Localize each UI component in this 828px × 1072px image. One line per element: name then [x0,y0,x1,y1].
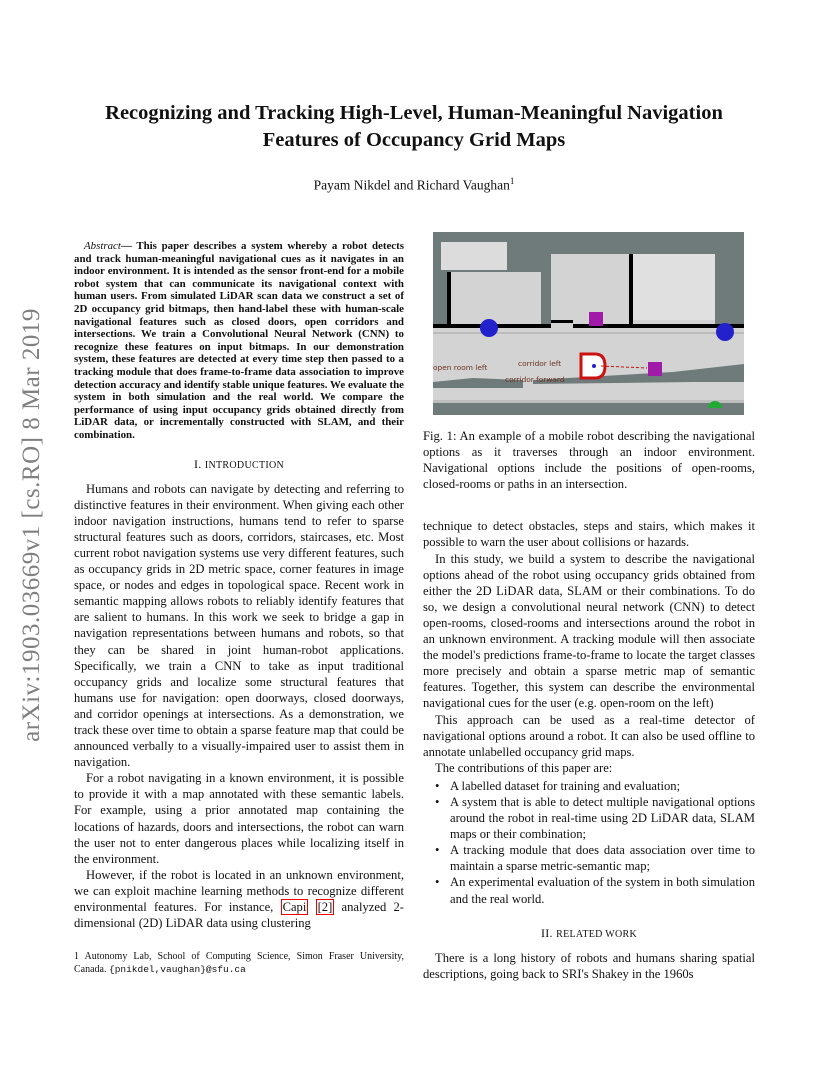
figure-label-corridor-forward: corridor forward [505,375,565,384]
closed-room-marker [648,362,662,376]
section-title: INTRODUCTION [204,459,285,471]
contribution-item: • A tracking module that does data association over time to maintain a sparse metric-semantic map; [423,842,755,874]
intro-paragraph-3 [74,867,404,931]
right-paragraph-2: In this study, we build a system to describe the navigational options ahead of the robot using occupancy grids obtained from either the 2D LiDAR data, SLAM or their combinations. To do so, we design a convolutional neural network (CNN) to detect open-rooms, closed-rooms and intersections around the robot in an unknown environment. A tracking module will then associate the model's predictions frame-to-frame to locate the target classes more precisely and obtain a sparse metric map of semantic features. Together, this system can describe the environmental navigational cues for the user (e.g. open-room on the left) [423,551,755,711]
section-heading-introduction [74,456,404,474]
intro-paragraph-2: For a robot navigating in a known environment, it is possible to provide it with a map annotated with these semantic labels. For example, using a prior annotated map containing the locations of hazards, doors and intersections, the robot can warn the user not to enter dangerous places while localizing itself in the environment. [74,771,404,866]
figure-caption: Fig. 1: An example of a mobile robot describing the navigational options as it traverses through an indoor environment. Navigational options include the positions of open-rooms, closed-rooms or paths in an intersection. [423,429,755,492]
footnote-email: {pnikdel,vaughan}@sfu.ca [109,963,246,975]
arxiv-id-text: arXiv:1903.03669v1 [cs.RO] 8 Mar 2019 [18,308,46,742]
right-column [423,232,755,982]
section-title: RELATED WORK [556,928,638,940]
author-affiliation-mark: 1 [509,176,515,186]
contributions-list [423,778,755,907]
author-names: Payam Nikdel and Richard Vaughan [313,177,510,193]
open-room-marker [716,323,734,341]
paper-title: Recognizing and Tracking High-Level, Human-Meaningful Navigation Features of Occupancy Grid Maps [105,102,723,151]
arxiv-identifier [6,290,58,760]
contribution-item: • An experimental evaluation of the system in both simulation and the real world. [423,874,755,906]
right-paragraph-3: This approach can be used as a real-time detector of navigational options around a robot. It can also be used offline to annotate unlabelled occupancy grid maps. [423,712,755,759]
citation-link-capi[interactable]: Capi [282,900,307,915]
occupancy-grid-image [433,232,744,415]
open-room-marker [480,319,498,337]
citation-link-2[interactable]: [2] [317,900,333,915]
paper-authors [70,176,758,194]
section-heading-related-work [423,925,755,943]
related-paragraph-1: There is a long history of robots and humans sharing spatial descriptions, going back to SRI's Shakey in the 1960s [423,950,755,981]
footnote-affiliation [74,951,404,976]
abstract [74,240,404,442]
section-number: II. [540,925,557,940]
left-column [74,240,404,976]
figure-label-open-room-left: open room left [433,363,488,372]
contribution-item: • A labelled dataset for training and evaluation; [423,778,755,794]
intro-p3-text-a: However, if the robot is located in an unknown environment, we can exploit machine learning methods to recognize different environmental features. For instance, [74,867,404,915]
right-paragraph-4: The contributions of this paper are: [435,760,613,775]
contribution-item: • A system that is able to detect multiple navigational options around the robot in real-time using 2D LiDAR data, SLAM maps or their combination; [423,794,755,842]
intro-paragraph-1: Humans and robots can navigate by detecting and referring to distinctive features in their environment. When giving each other indoor navigation instructions, humans tend to refer to sparse structural features such as doors, corridors, staircases, etc. Most current robot navigation systems use very different features, such as occupancy grids in 2D metric space, corner features in image space, or nodes and edges in topological space. Recent work in semantic mapping allows robots to reliably identify features that are salient to humans. In this work we seek to bridge a gap in navigation representations between humans and robots, so that they can be shared in joint human-robot applications. Specifically, we train a CNN to take as input traditional occupancy grids and localize some structural features that humans use for navigation: open doorways, closed doorways, and corridor openings at intersections. As a demonstration, we track these over time to obtain a sparse feature map that could be announced verbally to a visually-impaired user to assist them in navigation. [74,481,404,770]
intro-p3-text-b: analyzed 2-dimensional (2D) LiDAR data using clustering [74,900,404,931]
footnote-text: 1 Autonomy Lab, School of Computing Science, Simon Fraser University, Canada. [74,951,404,975]
right-paragraph-1: technique to detect obstacles, steps and stairs, which makes it possible to warn the user about collisions or hazards. [423,519,755,550]
abstract-label: Abstract [84,240,121,252]
abstract-text: — This paper describes a system whereby a robot detects and track human-meaningful navigational cues as it navigates in an indoor environment. It is intended as the sensor front-end for a mobile robot system that can communicate its navigational context with human users. From simulated LiDAR scan data we construct a set of 2D occupancy grid bitmaps, then hand-label these with human-scale navigational features such as closed doors, open corridors and intersections. We train a Convolutional Neural Network (CNN) to recognize these features on input bitmaps. In our demonstration system, these features are detected at every time step then passed to a tracking module that does frame-to-frame data association to improve detection accuracy and identify stable unique features. We evaluate the system in both simulation and the real world. We compare the performance of using input occupancy grids obtained directly from LiDAR data, or incrementally constructed with SLAM, and their combination. [74,240,404,441]
section-number: I. [193,456,205,471]
figure-occupancy-grid [433,232,744,415]
closed-room-marker [589,312,603,326]
figure-label-corridor-left: corridor left [518,359,562,368]
